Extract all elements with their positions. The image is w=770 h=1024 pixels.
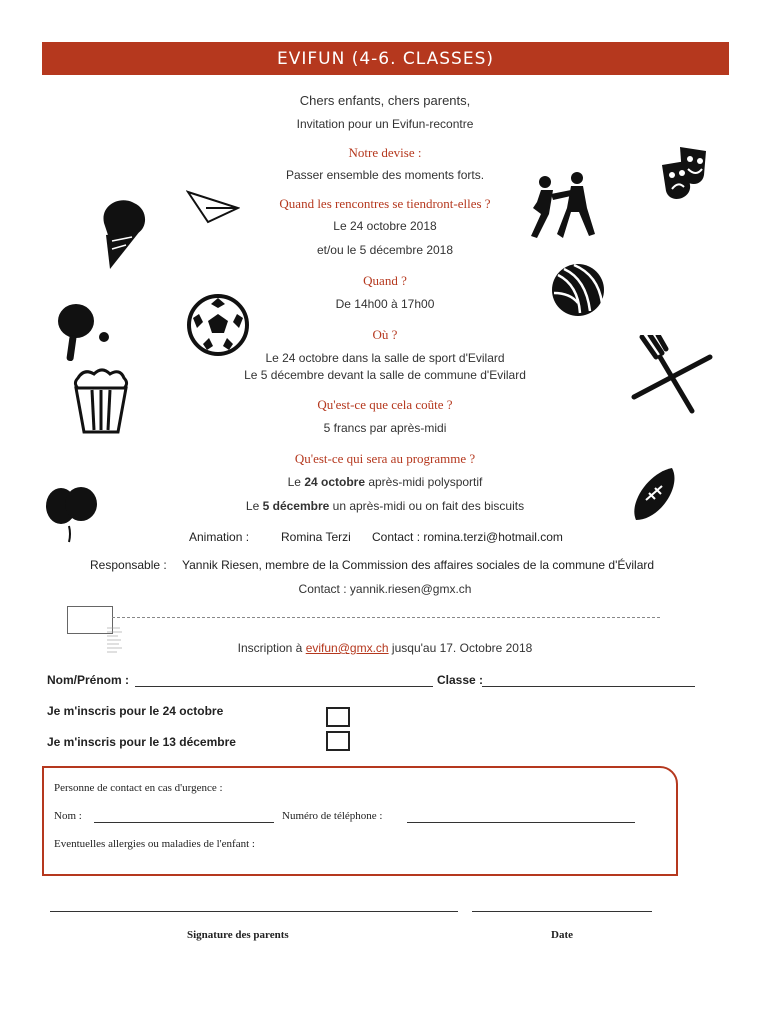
date-1: Le 24 octobre 2018 (333, 219, 437, 233)
soccer-ball-icon (185, 294, 251, 356)
registration-prefix: Inscription à (237, 641, 306, 655)
cost-text: 5 francs par après-midi (323, 421, 447, 435)
responsible-text: Yannik Riesen, membre de la Commission des affaires sociales de la commune d'Évilard (182, 558, 655, 572)
cost-heading: Qu'est-ce que cela coûte ? (317, 397, 453, 412)
program-line-1-suffix: après-midi polysportif (365, 475, 483, 489)
program-line-1-prefix: Le (287, 475, 305, 489)
program-line-1-date: 24 octobre (304, 475, 365, 489)
dancers-icon (527, 172, 599, 240)
greeting: Chers enfants, chers parents, (299, 93, 471, 108)
emergency-name-label: Nom : (54, 810, 82, 822)
popcorn-icon (72, 368, 130, 434)
where-line-2: Le 5 décembre devant la salle de commune d'Evilard (244, 368, 526, 382)
theater-masks-icon (660, 145, 708, 203)
where-heading: Où ? (372, 327, 398, 342)
program-line-2-date: 5 décembre (262, 499, 330, 513)
animation-name: Romina Terzi (281, 530, 351, 544)
motto-heading: Notre devise : (348, 145, 422, 160)
where-line-1: Le 24 octobre dans la salle de sport d'Evilard (265, 351, 505, 365)
animation-contact: Contact : romina.terzi@hotmail.com (372, 530, 563, 544)
responsible-label: Responsable : (90, 558, 167, 572)
name-label: Nom/Prénom : (47, 673, 130, 687)
emergency-phone-field[interactable] (407, 822, 635, 823)
page-title-banner: EVIFUN (4-6. CLASSES) (42, 42, 729, 75)
registration-email-link[interactable]: evifun@gmx.ch (305, 641, 389, 655)
register-dec-checkbox[interactable] (326, 731, 350, 751)
signature-line[interactable] (50, 911, 458, 912)
program-line-2-suffix: un après-midi ou on fait des biscuits (329, 499, 525, 513)
class-label: Classe : (437, 673, 484, 687)
when-meet-heading: Quand les rencontres se tiendront-elles ? (279, 196, 491, 211)
register-oct-checkbox[interactable] (326, 707, 350, 727)
date-2: et/ou le 5 décembre 2018 (316, 243, 454, 257)
emergency-phone-label: Numéro de téléphone : (282, 810, 383, 822)
rugby-ball-icon (632, 466, 678, 522)
volleyball-icon (550, 263, 606, 317)
invitation-text: Invitation pour un Evifun-recontre (296, 117, 474, 131)
register-oct-label: Je m'inscris pour le 24 octobre (47, 704, 224, 718)
program-heading: Qu'est-ce qui sera au programme ? (294, 451, 476, 466)
balloons-icon (45, 486, 99, 544)
signature-label: Signature des parents (187, 929, 289, 941)
time-text: De 14h00 à 17h00 (335, 297, 435, 311)
class-field[interactable] (482, 686, 695, 687)
allergies-label: Eventuelles allergies ou maladies de l'enfant : (54, 838, 255, 850)
animation-label: Animation : (189, 530, 250, 544)
program-line-2-prefix: Le (245, 499, 263, 513)
date-line[interactable] (472, 911, 652, 912)
name-field[interactable] (135, 686, 433, 687)
date-label: Date (551, 929, 573, 941)
when-heading: Quand ? (363, 273, 407, 288)
emergency-name-field[interactable] (94, 822, 274, 823)
cutlery-icon (630, 335, 714, 415)
registration-text (0, 641, 770, 655)
responsible-contact: Contact : yannik.riesen@gmx.ch (298, 582, 472, 596)
emergency-contact-title: Personne de contact en cas d'urgence : (54, 782, 223, 794)
motto-text: Passer ensemble des moments forts. (285, 168, 485, 182)
registration-suffix: jusqu'au 17. Octobre 2018 (388, 641, 533, 655)
ice-cream-icon (100, 197, 150, 271)
register-dec-label: Je m'inscris pour le 13 décembre (47, 735, 236, 749)
cut-line (112, 617, 660, 618)
ping-pong-icon (56, 303, 112, 363)
paper-plane-icon (186, 190, 240, 226)
